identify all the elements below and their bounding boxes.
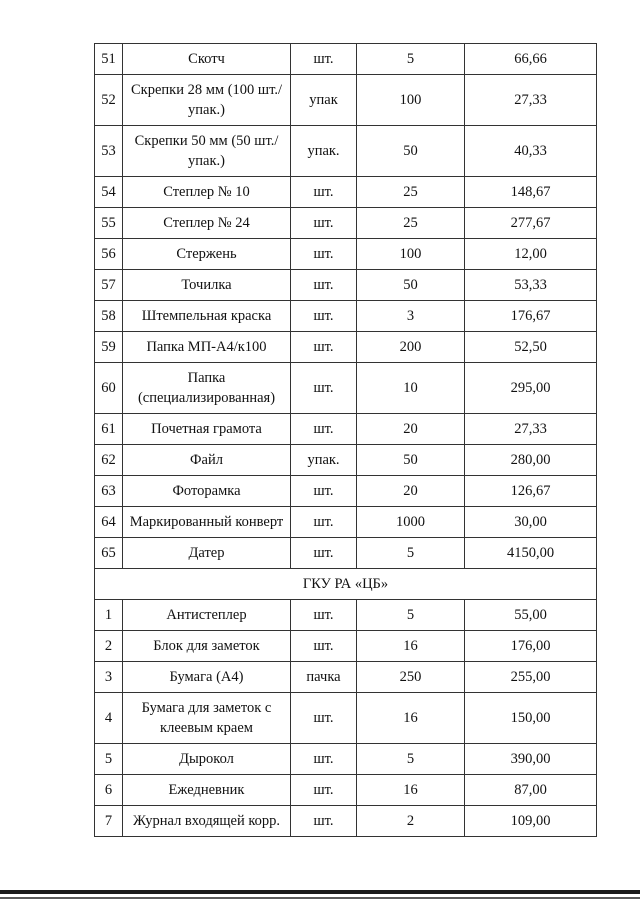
- quantity: 100: [357, 239, 465, 270]
- unit-price: 109,00: [465, 806, 597, 837]
- quantity: 250: [357, 662, 465, 693]
- unit-of-measure: шт.: [291, 239, 357, 270]
- table-row: [95, 75, 597, 126]
- quantity: 5: [357, 44, 465, 75]
- row-number: 62: [95, 445, 123, 476]
- row-number: 58: [95, 301, 123, 332]
- table-row: [95, 631, 597, 662]
- row-number: 5: [95, 744, 123, 775]
- row-number: 51: [95, 44, 123, 75]
- quantity: 2: [357, 806, 465, 837]
- unit-of-measure: шт.: [291, 363, 357, 414]
- unit-price: 255,00: [465, 662, 597, 693]
- table-row: [95, 507, 597, 538]
- supplies-table: [94, 43, 597, 837]
- table-row: [95, 662, 597, 693]
- table-row: [95, 126, 597, 177]
- table-body-part2: [95, 600, 597, 837]
- table-row: [95, 693, 597, 744]
- unit-price: 30,00: [465, 507, 597, 538]
- unit-of-measure: шт.: [291, 44, 357, 75]
- unit-of-measure: шт.: [291, 744, 357, 775]
- unit-price: 126,67: [465, 476, 597, 507]
- unit-of-measure: шт.: [291, 631, 357, 662]
- row-number: 53: [95, 126, 123, 177]
- unit-price: 150,00: [465, 693, 597, 744]
- item-name: Бумага для заметок с клеевым краем: [123, 693, 291, 744]
- row-number: 61: [95, 414, 123, 445]
- table-row: [95, 538, 597, 569]
- item-name: Датер: [123, 538, 291, 569]
- quantity: 50: [357, 126, 465, 177]
- table-row: [95, 270, 597, 301]
- item-name: Блок для заметок: [123, 631, 291, 662]
- unit-price: 176,00: [465, 631, 597, 662]
- table-row: [95, 445, 597, 476]
- row-number: 64: [95, 507, 123, 538]
- unit-price: 40,33: [465, 126, 597, 177]
- unit-price: 277,67: [465, 208, 597, 239]
- row-number: 54: [95, 177, 123, 208]
- item-name: Папка МП-А4/к100: [123, 332, 291, 363]
- table-row: [95, 208, 597, 239]
- section-header-group: [95, 569, 597, 600]
- unit-price: 52,50: [465, 332, 597, 363]
- row-number: 2: [95, 631, 123, 662]
- quantity: 10: [357, 363, 465, 414]
- item-name: Фоторамка: [123, 476, 291, 507]
- quantity: 25: [357, 177, 465, 208]
- table-row: [95, 332, 597, 363]
- row-number: 56: [95, 239, 123, 270]
- table-row: [95, 44, 597, 75]
- unit-of-measure: шт.: [291, 775, 357, 806]
- page-bottom-edge: [0, 890, 640, 894]
- unit-price: 12,00: [465, 239, 597, 270]
- item-name: Ежедневник: [123, 775, 291, 806]
- table-row: [95, 744, 597, 775]
- item-name: Точилка: [123, 270, 291, 301]
- quantity: 16: [357, 693, 465, 744]
- table-row: [95, 301, 597, 332]
- item-name: Штемпельная краска: [123, 301, 291, 332]
- row-number: 4: [95, 693, 123, 744]
- quantity: 5: [357, 600, 465, 631]
- unit-price: 176,67: [465, 301, 597, 332]
- row-number: 65: [95, 538, 123, 569]
- quantity: 50: [357, 270, 465, 301]
- unit-price: 87,00: [465, 775, 597, 806]
- row-number: 60: [95, 363, 123, 414]
- unit-price: 53,33: [465, 270, 597, 301]
- row-number: 3: [95, 662, 123, 693]
- unit-price: 148,67: [465, 177, 597, 208]
- row-number: 6: [95, 775, 123, 806]
- quantity: 3: [357, 301, 465, 332]
- item-name: Маркированный конверт: [123, 507, 291, 538]
- table-row: [95, 600, 597, 631]
- row-number: 63: [95, 476, 123, 507]
- row-number: 57: [95, 270, 123, 301]
- table-row: [95, 476, 597, 507]
- unit-price: 27,33: [465, 414, 597, 445]
- item-name: Скрепки 28 мм (100 шт./упак.): [123, 75, 291, 126]
- quantity: 16: [357, 631, 465, 662]
- quantity: 50: [357, 445, 465, 476]
- unit-of-measure: шт.: [291, 693, 357, 744]
- row-number: 59: [95, 332, 123, 363]
- row-number: 55: [95, 208, 123, 239]
- unit-of-measure: пачка: [291, 662, 357, 693]
- page-bottom-edge-shadow: [0, 897, 640, 899]
- quantity: 16: [357, 775, 465, 806]
- quantity: 25: [357, 208, 465, 239]
- item-name: Скрепки 50 мм (50 шт./упак.): [123, 126, 291, 177]
- quantity: 1000: [357, 507, 465, 538]
- unit-price: 66,66: [465, 44, 597, 75]
- unit-price: 4150,00: [465, 538, 597, 569]
- unit-of-measure: шт.: [291, 806, 357, 837]
- item-name: Степлер № 10: [123, 177, 291, 208]
- item-name: Степлер № 24: [123, 208, 291, 239]
- table-row: [95, 806, 597, 837]
- unit-of-measure: шт.: [291, 208, 357, 239]
- item-name: Почетная грамота: [123, 414, 291, 445]
- unit-of-measure: шт.: [291, 301, 357, 332]
- unit-of-measure: шт.: [291, 600, 357, 631]
- row-number: 7: [95, 806, 123, 837]
- unit-price: 390,00: [465, 744, 597, 775]
- item-name: Журнал входящей корр.: [123, 806, 291, 837]
- item-name: Папка (специализированная): [123, 363, 291, 414]
- table-body-part1: [95, 44, 597, 569]
- unit-of-measure: шт.: [291, 507, 357, 538]
- quantity: 20: [357, 414, 465, 445]
- item-name: Дырокол: [123, 744, 291, 775]
- row-number: 1: [95, 600, 123, 631]
- quantity: 200: [357, 332, 465, 363]
- item-name: Бумага (А4): [123, 662, 291, 693]
- quantity: 5: [357, 744, 465, 775]
- quantity: 20: [357, 476, 465, 507]
- item-name: Стержень: [123, 239, 291, 270]
- row-number: 52: [95, 75, 123, 126]
- table-row: [95, 239, 597, 270]
- unit-price: 295,00: [465, 363, 597, 414]
- item-name: Файл: [123, 445, 291, 476]
- quantity: 5: [357, 538, 465, 569]
- unit-of-measure: шт.: [291, 332, 357, 363]
- unit-of-measure: шт.: [291, 270, 357, 301]
- unit-of-measure: шт.: [291, 414, 357, 445]
- table-row: [95, 177, 597, 208]
- unit-of-measure: шт.: [291, 476, 357, 507]
- table-row: [95, 414, 597, 445]
- item-name: Скотч: [123, 44, 291, 75]
- unit-of-measure: шт.: [291, 538, 357, 569]
- unit-of-measure: упак.: [291, 126, 357, 177]
- table-row: [95, 363, 597, 414]
- unit-price: 27,33: [465, 75, 597, 126]
- quantity: 100: [357, 75, 465, 126]
- unit-of-measure: упак.: [291, 445, 357, 476]
- unit-of-measure: упак: [291, 75, 357, 126]
- table-row: [95, 775, 597, 806]
- section-row: [95, 569, 597, 600]
- section-title: ГКУ РА «ЦБ»: [95, 569, 597, 600]
- item-name: Антистеплер: [123, 600, 291, 631]
- unit-price: 55,00: [465, 600, 597, 631]
- unit-price: 280,00: [465, 445, 597, 476]
- unit-of-measure: шт.: [291, 177, 357, 208]
